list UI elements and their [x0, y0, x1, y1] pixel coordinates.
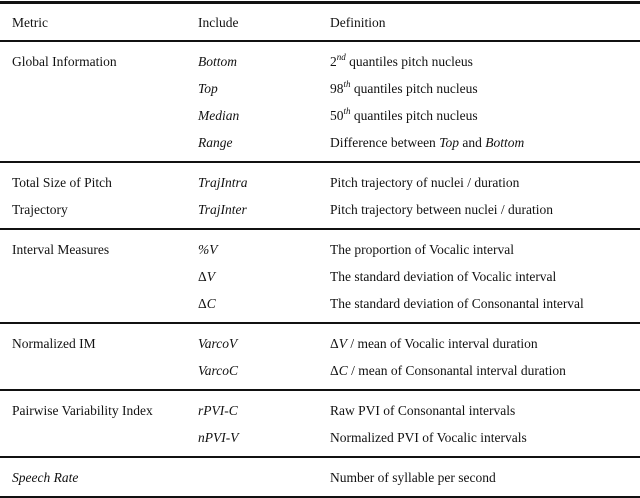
definition-segment: nd	[336, 52, 346, 62]
definition-text	[330, 464, 496, 491]
definition-segment: quantiles pitch nucleus	[350, 108, 478, 123]
include-term: Range	[198, 135, 233, 150]
definition-segment: The standard deviation of Consonantal interval	[330, 296, 584, 311]
header-include: Include	[198, 15, 239, 30]
definition-text	[330, 330, 538, 357]
definition-segment: The standard deviation of Vocalic interval	[330, 269, 557, 284]
definition-text	[330, 290, 584, 317]
definition-segment: quantiles pitch nucleus	[350, 81, 478, 96]
definition-text	[330, 424, 527, 451]
definition-segment: C	[338, 363, 348, 378]
table-group	[0, 458, 640, 496]
include-term: %V	[198, 242, 218, 257]
table-row	[0, 357, 640, 384]
metric-name: Pairwise Variability Index	[12, 403, 153, 418]
metric-name: Global Information	[12, 54, 117, 69]
definition-segment: quantiles pitch nucleus	[345, 54, 473, 69]
include-term: ΔV	[198, 269, 215, 284]
definition-segment: Raw PVI of Consonantal intervals	[330, 403, 516, 418]
include-term: VarcoV	[198, 336, 238, 351]
definition-text	[330, 357, 566, 384]
definition-segment: Normalized PVI of Vocalic intervals	[330, 430, 527, 445]
definition-segment: / mean of Consonantal interval duration	[347, 363, 566, 378]
definition-text	[330, 169, 519, 196]
definition-segment: and	[458, 135, 486, 150]
definition-segment: 50	[330, 108, 344, 123]
table-group	[0, 230, 640, 322]
definition-text	[330, 102, 478, 129]
definition-segment: V	[338, 336, 347, 351]
table-header	[0, 4, 640, 40]
table-row	[0, 263, 640, 290]
include-term: rPVI-C	[198, 403, 238, 418]
metric-name: Total Size of Pitch	[12, 175, 112, 190]
definition-segment: Δ	[330, 336, 339, 351]
definition-segment: Pitch trajectory between nuclei / duration	[330, 202, 554, 217]
metric-name: Trajectory	[12, 202, 68, 217]
metric-name: Speech Rate	[12, 470, 79, 485]
include-term: ΔC	[198, 296, 216, 311]
include-term: TrajIntra	[198, 175, 248, 190]
definition-segment: Difference between	[330, 135, 440, 150]
metric-name: Interval Measures	[12, 242, 110, 257]
definition-text	[330, 48, 473, 75]
definition-segment: Number of syllable per second	[330, 470, 496, 485]
definition-segment: Δ	[330, 363, 339, 378]
table-row	[0, 424, 640, 451]
metric-name: Normalized IM	[12, 336, 96, 351]
table-row	[0, 48, 640, 75]
table-row	[0, 464, 640, 491]
table-row	[0, 102, 640, 129]
table-row	[0, 75, 640, 102]
table-row	[0, 236, 640, 263]
definition-text	[330, 75, 478, 102]
include-term: VarcoC	[198, 363, 238, 378]
definition-segment: th	[343, 79, 351, 89]
definition-segment: th	[343, 106, 351, 116]
definition-text	[330, 263, 556, 290]
table-row	[0, 169, 640, 196]
table-row	[0, 330, 640, 357]
definition-segment: 98	[330, 81, 344, 96]
table-row	[0, 196, 640, 223]
table-group	[0, 324, 640, 389]
definition-segment: / mean of Vocalic interval duration	[346, 336, 538, 351]
table-group	[0, 42, 640, 161]
include-term: Bottom	[198, 54, 237, 69]
include-term: TrajInter	[198, 202, 247, 217]
definition-text	[330, 196, 553, 223]
table-row	[0, 290, 640, 317]
table-group	[0, 391, 640, 456]
definition-segment: Pitch trajectory of nuclei / duration	[330, 175, 520, 190]
definition-segment: The proportion of Vocalic interval	[330, 242, 514, 257]
include-term: Median	[198, 108, 240, 123]
table-group	[0, 163, 640, 228]
table-row	[0, 129, 640, 156]
definition-segment: 2	[330, 54, 337, 69]
definition-segment: Top	[439, 135, 459, 150]
definition-text	[330, 397, 515, 424]
table-row	[0, 397, 640, 424]
header-metric: Metric	[12, 15, 48, 30]
definition-text	[330, 236, 514, 263]
include-term: nPVI-V	[198, 430, 239, 445]
header-definition: Definition	[330, 15, 386, 30]
definition-segment: Bottom	[485, 135, 525, 150]
include-term: Top	[198, 81, 218, 96]
definition-text	[330, 129, 524, 156]
